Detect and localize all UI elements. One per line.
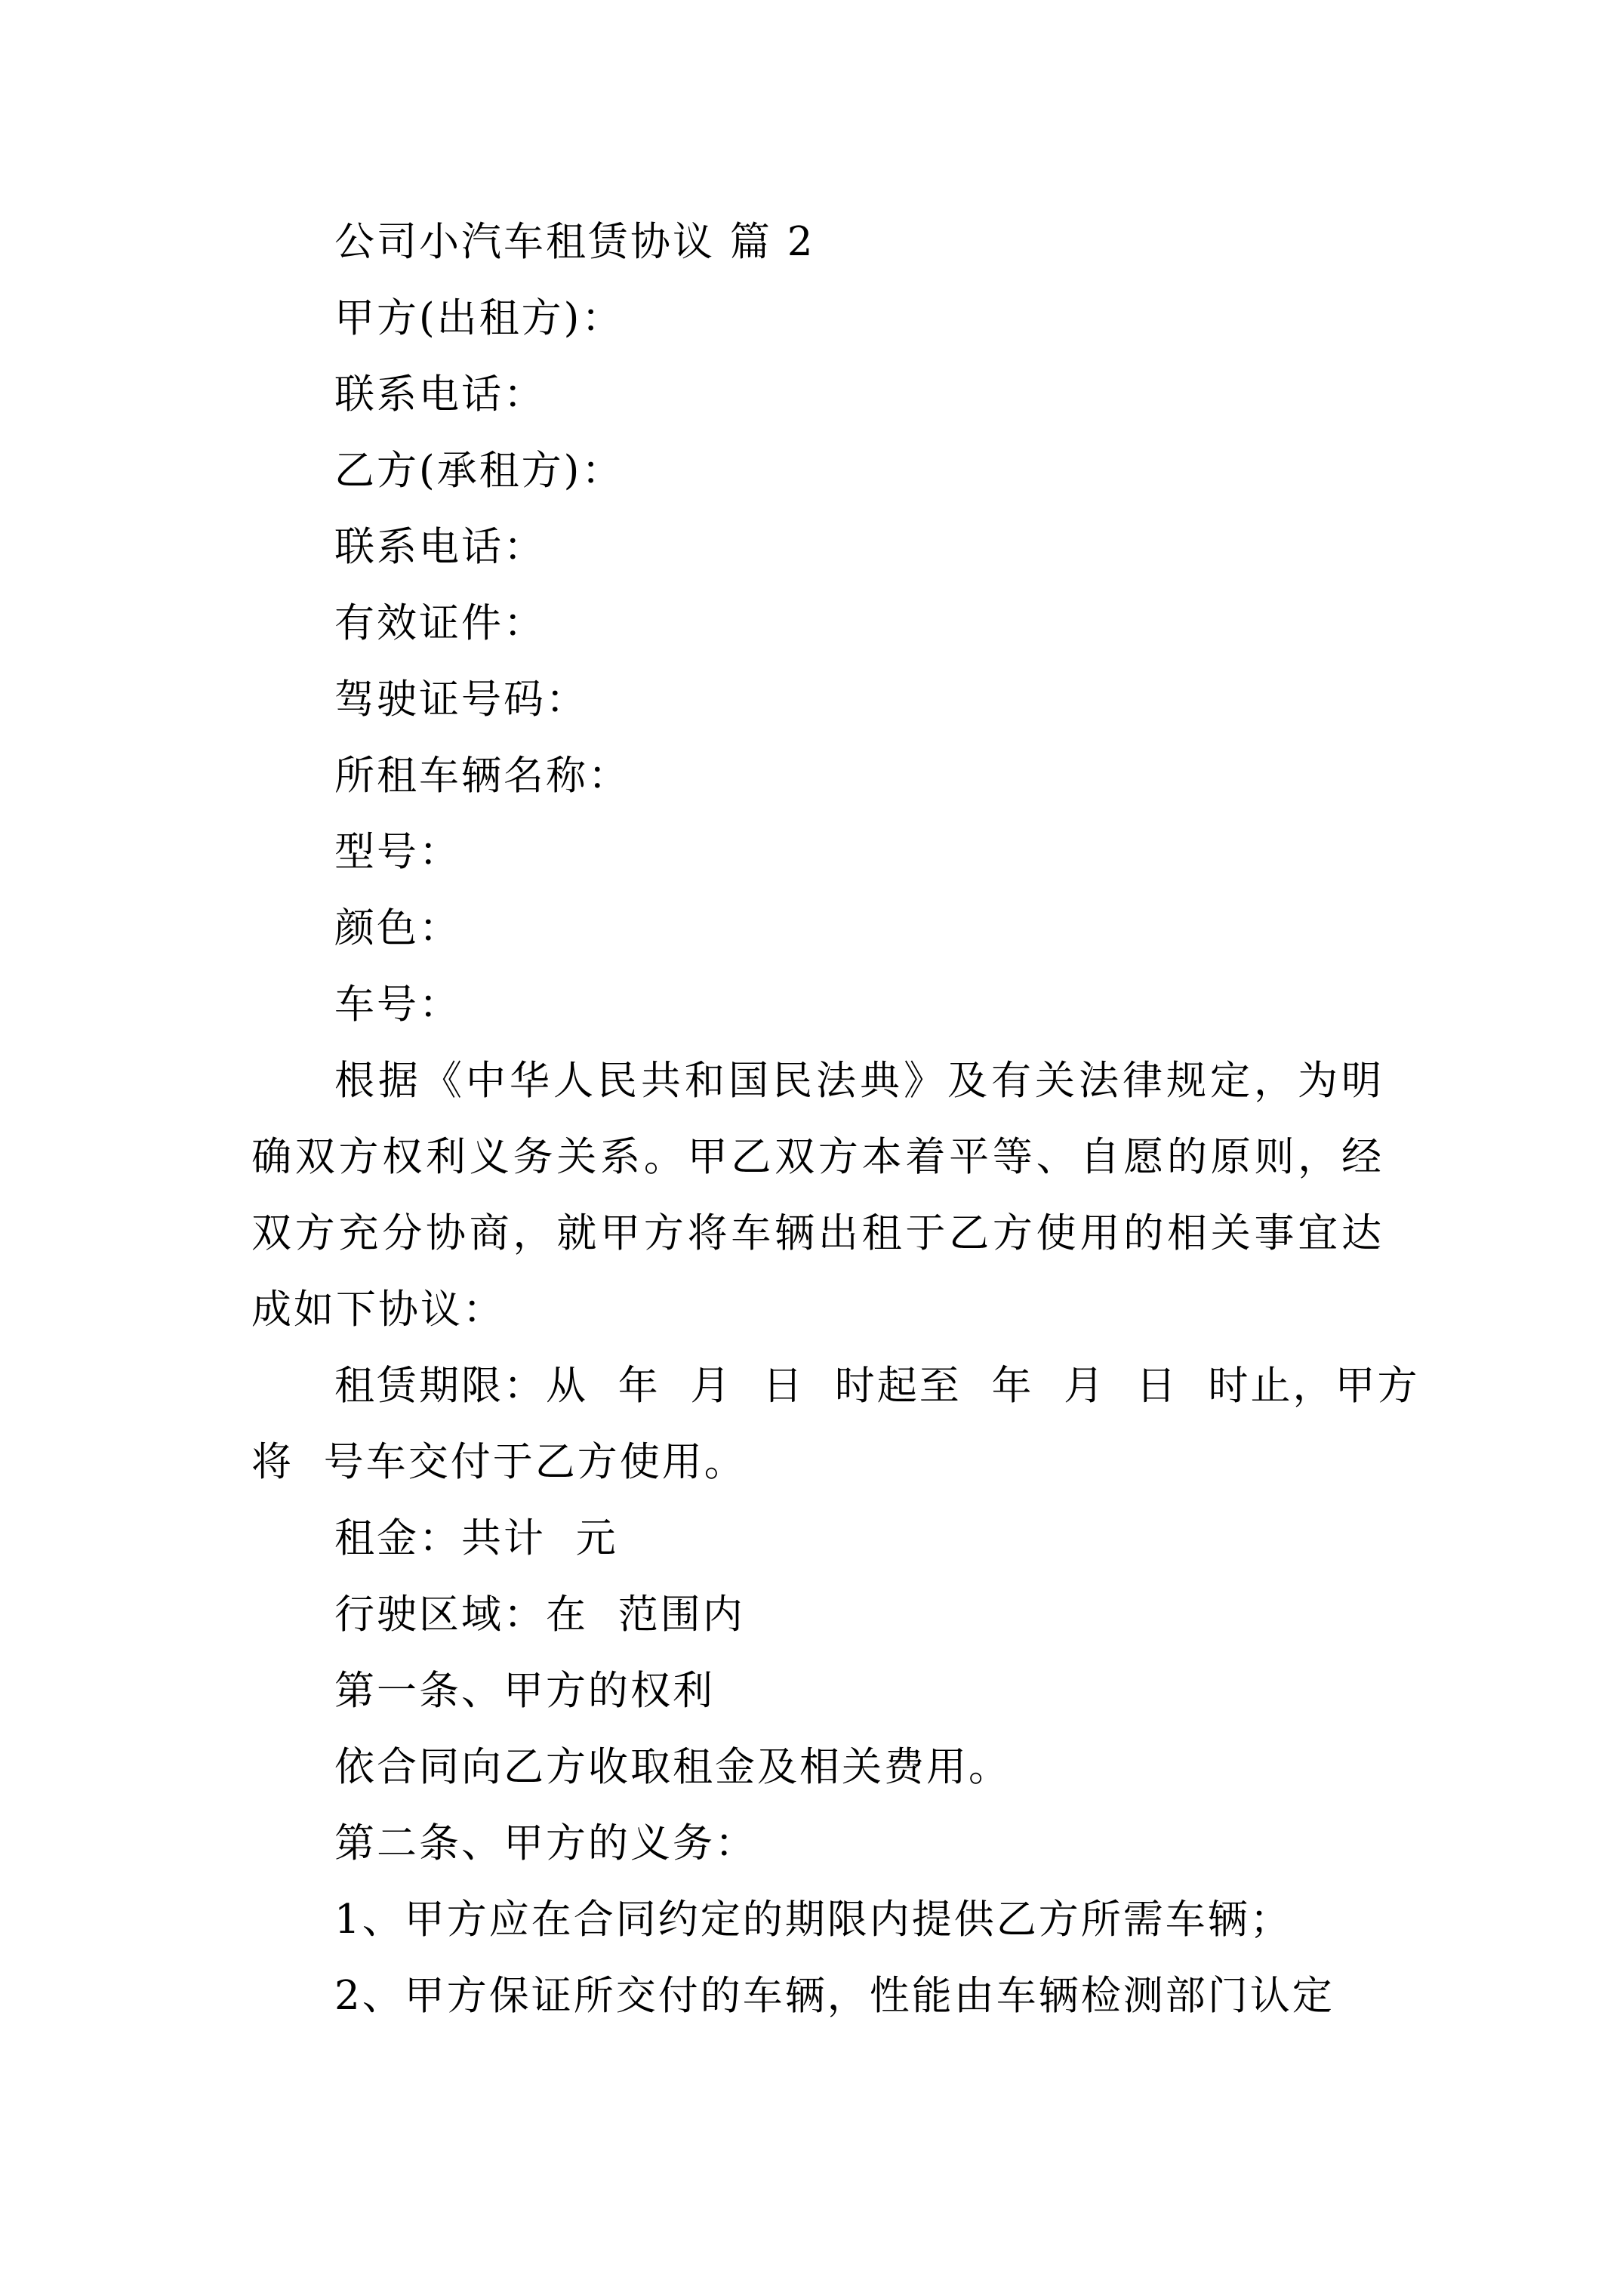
field-lessor-phone: 联系电话： (334, 371, 546, 418)
intro-line: 确双方权利义务关系。甲乙双方本着平等、自愿的原则，经 (251, 1134, 1384, 1180)
article1-body: 依合同向乙方收取租金及相关费用。 (334, 1744, 1011, 1790)
document-body (251, 204, 1420, 2034)
article2-item: 2、甲方保证所交付的车辆，性能由车辆检测部门认定 (334, 1973, 1335, 2019)
intro-paragraph (251, 1043, 1384, 1348)
intro-line: 成如下协议： (251, 1287, 505, 1333)
field-color: 颜色： (334, 905, 461, 951)
field-vehicle-name: 所租车辆名称： (334, 753, 630, 799)
intro-line: 根据《中华人民共和国民法典》及有关法律规定，为明 (334, 1058, 1384, 1104)
article1-title: 第一条、甲方的权利 (334, 1668, 715, 1714)
field-lessee: 乙方(承租方)： (334, 448, 624, 494)
area-line: 行驶区域：在 范围内 (334, 1592, 745, 1638)
term-paragraph (251, 1348, 1420, 1500)
rent-line: 租金：共计 元 (334, 1515, 618, 1561)
intro-line: 双方充分协商，就甲方将车辆出租于乙方使用的相关事宜达 (251, 1210, 1384, 1256)
field-license-number: 驾驶证号码： (334, 676, 588, 723)
term-line: 将 号车交付于乙方使用。 (251, 1439, 747, 1485)
term-line: 租赁期限：从 年 月 日 时起至 年 月 日 时止，甲方 (334, 1363, 1420, 1409)
article2-item: 1、甲方应在合同约定的期限内提供乙方所需车辆； (334, 1897, 1292, 1943)
field-lessee-phone: 联系电话： (334, 524, 546, 570)
field-valid-id: 有效证件： (334, 600, 546, 646)
field-model: 型号： (334, 829, 461, 875)
document-title: 公司小汽车租赁协议 篇 2 (334, 219, 815, 265)
article2-title: 第二条、甲方的义务： (334, 1820, 757, 1866)
field-plate-number: 车号： (334, 982, 461, 1028)
field-lessor: 甲方(出租方)： (334, 295, 624, 341)
